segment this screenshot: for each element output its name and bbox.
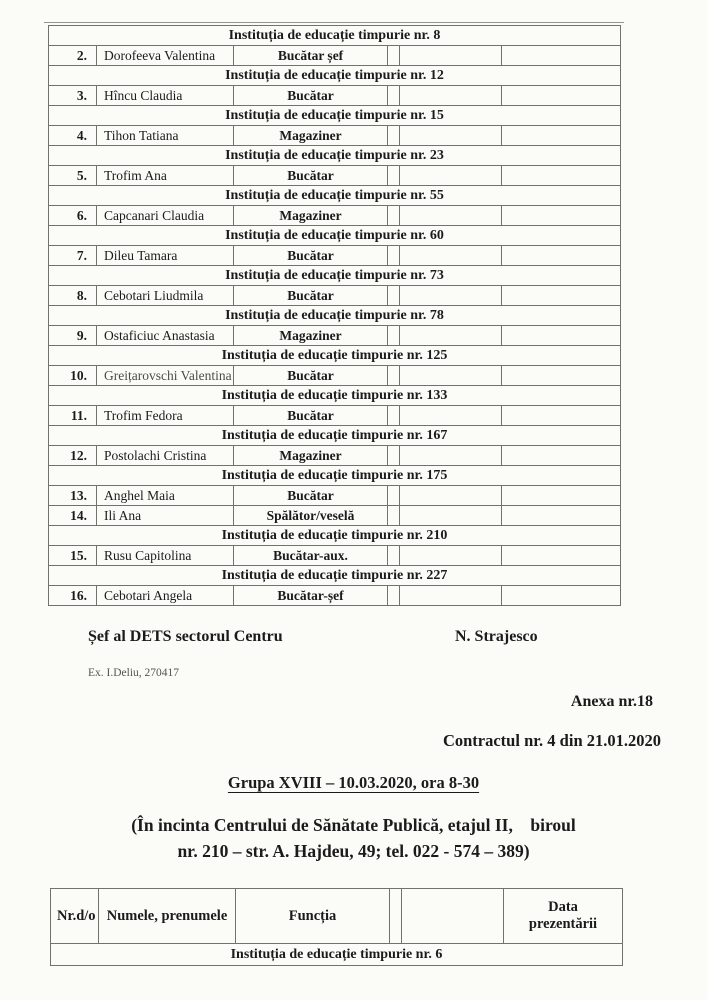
empty-cell — [502, 586, 621, 606]
empty-cell — [388, 246, 400, 266]
scan-artifact-line — [44, 22, 624, 23]
person-name: Hîncu Claudia — [97, 86, 234, 106]
empty-cell — [400, 246, 502, 266]
empty-cell — [388, 166, 400, 186]
person-function: Spălător/veselă — [234, 506, 388, 526]
empty-cell — [502, 406, 621, 426]
row-number: 3. — [49, 86, 97, 106]
person-function: Bucătar — [234, 286, 388, 306]
person-function: Magaziner — [234, 206, 388, 226]
row-number: 7. — [49, 246, 97, 266]
empty-cell — [388, 406, 400, 426]
row-number: 15. — [49, 546, 97, 566]
empty-cell — [400, 206, 502, 226]
empty-cell — [400, 586, 502, 606]
row-number: 2. — [49, 46, 97, 66]
institution-row — [49, 146, 621, 166]
person-function: Magaziner — [234, 326, 388, 346]
institution-row — [49, 266, 621, 286]
table-row — [49, 206, 621, 226]
institution-row — [49, 106, 621, 126]
person-name: Postolachi Cristina — [97, 446, 234, 466]
institution-band: Instituția de educație timpurie nr. 15 — [49, 106, 621, 126]
person-function: Bucătar — [234, 86, 388, 106]
person-name: Greițarovschi Valentina — [97, 366, 234, 386]
person-function: Bucătar — [234, 406, 388, 426]
empty-cell — [400, 366, 502, 386]
person-function: Magaziner — [234, 126, 388, 146]
person-function: Bucătar-șef — [234, 586, 388, 606]
institution-band: Instituția de educație timpurie nr. 23 — [49, 146, 621, 166]
person-function: Bucătar — [234, 486, 388, 506]
venue-line1: (În incinta Centrului de Sănătate Publică, etajul II, biroul — [131, 815, 576, 835]
person-name: Trofim Ana — [97, 166, 234, 186]
empty-cell — [502, 506, 621, 526]
empty-header-cell — [390, 889, 402, 944]
person-name: Cebotari Liudmila — [97, 286, 234, 306]
institution-band: Instituția de educație timpurie nr. 8 — [49, 26, 621, 46]
person-name: Trofim Fedora — [97, 406, 234, 426]
row-number: 4. — [49, 126, 97, 146]
institution-row — [49, 66, 621, 86]
empty-cell — [400, 486, 502, 506]
institution-band: Instituția de educație timpurie nr. 167 — [49, 426, 621, 446]
empty-cell — [502, 166, 621, 186]
person-name: Capcanari Claudia — [97, 206, 234, 226]
empty-cell — [388, 586, 400, 606]
row-number: 12. — [49, 446, 97, 466]
row-number: 8. — [49, 286, 97, 306]
header-row — [51, 889, 623, 944]
institution-row — [49, 386, 621, 406]
person-name: Tihon Tatiana — [97, 126, 234, 146]
institution-band: Instituția de educație timpurie nr. 12 — [49, 66, 621, 86]
next-group-table — [50, 888, 623, 966]
person-name: Rusu Capitolina — [97, 546, 234, 566]
empty-cell — [400, 86, 502, 106]
person-name: Cebotari Angela — [97, 586, 234, 606]
row-number: 9. — [49, 326, 97, 346]
institution-row — [49, 526, 621, 546]
empty-header-cell — [402, 889, 504, 944]
venue-paragraph — [40, 812, 667, 865]
empty-cell — [388, 286, 400, 306]
empty-cell — [388, 86, 400, 106]
empty-cell — [502, 546, 621, 566]
table-row — [49, 286, 621, 306]
institution-band: Instituția de educație timpurie nr. 210 — [49, 526, 621, 546]
row-number: 14. — [49, 506, 97, 526]
institution-row — [49, 426, 621, 446]
empty-cell — [502, 486, 621, 506]
empty-cell — [400, 326, 502, 346]
empty-cell — [502, 446, 621, 466]
institution-band: Instituția de educație timpurie nr. 55 — [49, 186, 621, 206]
table-row — [49, 326, 621, 346]
empty-cell — [502, 46, 621, 66]
institution-band: Instituția de educație timpurie nr. 227 — [49, 566, 621, 586]
contract-label: Contractul nr. 4 din 21.01.2020 — [442, 731, 661, 750]
empty-cell — [400, 406, 502, 426]
empty-cell — [400, 506, 502, 526]
institution-band: Instituția de educație timpurie nr. 175 — [49, 466, 621, 486]
person-name: Ili Ana — [97, 506, 234, 526]
table-row — [49, 46, 621, 66]
institution-row — [49, 226, 621, 246]
empty-cell — [388, 46, 400, 66]
person-name: Dorofeeva Valentina — [97, 46, 234, 66]
empty-cell — [502, 86, 621, 106]
empty-cell — [400, 166, 502, 186]
venue-line2: nr. 210 – str. A. Hajdeu, 49; tel. 022 - 574 – 389) — [177, 841, 530, 862]
table-row — [49, 366, 621, 386]
table-row — [49, 586, 621, 606]
person-function: Bucătar — [234, 366, 388, 386]
table-row — [49, 506, 621, 526]
institution-band: Instituția de educație timpurie nr. 60 — [49, 226, 621, 246]
table-row — [49, 86, 621, 106]
empty-cell — [502, 366, 621, 386]
institution-band: Instituția de educație timpurie nr. 6 — [51, 944, 623, 966]
person-function: Magaziner — [234, 446, 388, 466]
person-function: Bucătar — [234, 166, 388, 186]
person-name: Anghel Maia — [97, 486, 234, 506]
institution-row — [49, 26, 621, 46]
institution-row — [51, 944, 623, 966]
header-function: Funcția — [236, 889, 390, 944]
institution-row — [49, 306, 621, 326]
header-no: Nr.d/o — [51, 889, 99, 944]
empty-cell — [388, 366, 400, 386]
person-function: Bucătar șef — [234, 46, 388, 66]
empty-cell — [502, 206, 621, 226]
institution-row — [49, 186, 621, 206]
table-row — [49, 126, 621, 146]
empty-cell — [388, 546, 400, 566]
table-row — [49, 406, 621, 426]
institution-row — [49, 346, 621, 366]
institution-row — [49, 466, 621, 486]
empty-cell — [388, 506, 400, 526]
empty-cell — [388, 206, 400, 226]
header-date: Data prezentării — [504, 889, 623, 944]
person-function: Bucătar-aux. — [234, 546, 388, 566]
row-number: 5. — [49, 166, 97, 186]
table-row — [49, 546, 621, 566]
empty-cell — [388, 126, 400, 146]
table-row — [49, 486, 621, 506]
person-function: Bucătar — [234, 246, 388, 266]
person-name: Ostaficiuc Anastasia — [97, 326, 234, 346]
table-row — [49, 166, 621, 186]
row-number: 10. — [49, 366, 97, 386]
institution-row — [49, 566, 621, 586]
roster-table — [48, 25, 621, 606]
empty-cell — [400, 46, 502, 66]
group-heading: Grupa XVIII – 10.03.2020, ora 8-30 — [227, 773, 480, 792]
signature-name: N. Strajesco — [455, 628, 538, 645]
table-row — [49, 446, 621, 466]
empty-cell — [400, 286, 502, 306]
table-row — [49, 246, 621, 266]
empty-cell — [388, 326, 400, 346]
row-number: 6. — [49, 206, 97, 226]
row-number: 11. — [49, 406, 97, 426]
empty-cell — [502, 126, 621, 146]
empty-cell — [388, 486, 400, 506]
person-name: Dileu Tamara — [97, 246, 234, 266]
executor-note: Ex. I.Deliu, 270417 — [88, 667, 180, 679]
institution-band: Instituția de educație timpurie nr. 73 — [49, 266, 621, 286]
institution-band: Instituția de educație timpurie nr. 125 — [49, 346, 621, 366]
row-number: 13. — [49, 486, 97, 506]
annex-label: Anexa nr.18 — [570, 693, 653, 710]
empty-cell — [388, 446, 400, 466]
empty-cell — [502, 286, 621, 306]
institution-band: Instituția de educație timpurie nr. 133 — [49, 386, 621, 406]
empty-cell — [502, 246, 621, 266]
institution-band: Instituția de educație timpurie nr. 78 — [49, 306, 621, 326]
empty-cell — [400, 126, 502, 146]
empty-cell — [400, 546, 502, 566]
header-name: Numele, prenumele — [99, 889, 236, 944]
row-number: 16. — [49, 586, 97, 606]
empty-cell — [502, 326, 621, 346]
empty-cell — [400, 446, 502, 466]
signature-title: Șef al DETS sectorul Centru — [88, 628, 283, 645]
